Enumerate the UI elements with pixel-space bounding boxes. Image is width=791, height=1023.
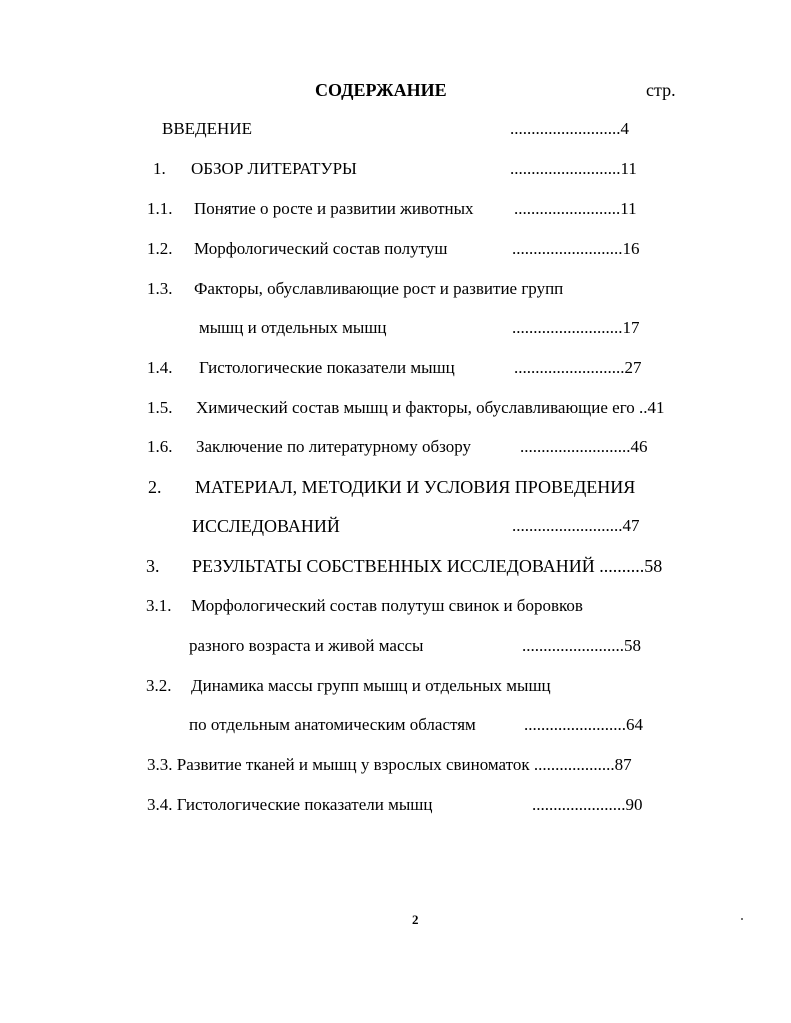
toc-number: 1.4.: [147, 358, 173, 377]
scan-speck: [741, 918, 743, 920]
toc-leader-introduction: ..........................4: [510, 119, 629, 138]
toc-number: 1.1.: [147, 199, 173, 218]
toc-number: 3.2.: [146, 676, 172, 695]
toc-leader: ..........................11: [510, 159, 637, 178]
toc-title-methods: МАТЕРИАЛ, МЕТОДИКИ И УСЛОВИЯ ПРОВЕДЕНИЯ: [195, 477, 636, 497]
toc-leader: ..........................17: [512, 318, 640, 337]
toc-number: 1.: [153, 159, 166, 178]
page-number: 2: [412, 912, 419, 927]
toc-title: Морфологический состав полутуш: [194, 239, 448, 258]
toc-title-continuation: ИССЛЕДОВАНИЙ: [192, 516, 340, 536]
toc-title-literature-review: ОБЗОР ЛИТЕРАТУРЫ: [191, 159, 357, 178]
toc-title-continuation: разного возраста и живой массы: [189, 636, 424, 655]
toc-leader: ........................58: [522, 636, 641, 655]
toc-title: Морфологический состав полутуш свинок и боровков: [191, 596, 583, 615]
toc-leader: ..........................16: [512, 239, 640, 258]
page-column-label: стр.: [646, 80, 676, 100]
toc-leader: ..........................46: [520, 437, 648, 456]
toc-leader: ........................64: [524, 715, 643, 734]
toc-number: 1.5.: [147, 398, 173, 417]
toc-title: Динамика массы групп мышц и отдельных мышц: [191, 676, 551, 695]
toc-leader: .........................11: [514, 199, 637, 218]
toc-title-results: РЕЗУЛЬТАТЫ СОБСТВЕННЫХ ИССЛЕДОВАНИЙ ..........58: [192, 556, 663, 576]
toc-title-introduction: ВВЕДЕНИЕ: [162, 119, 252, 138]
toc-title: Факторы, обуславливающие рост и развитие групп: [194, 279, 564, 298]
toc-number: 3.: [146, 556, 160, 576]
toc-title-continuation: мышц и отдельных мышц: [199, 318, 387, 337]
toc-title: 3.4. Гистологические показатели мышц: [147, 795, 433, 814]
toc-leader: ..........................47: [512, 516, 640, 535]
toc-leader: ......................90: [532, 795, 643, 814]
page-title: СОДЕРЖАНИЕ: [315, 80, 447, 100]
toc-leader: ..........................27: [514, 358, 642, 377]
toc-number: 1.3.: [147, 279, 173, 298]
toc-title: Понятие о росте и развитии животных: [194, 199, 474, 218]
toc-title: Заключение по литературному обзору: [196, 437, 471, 456]
toc-title: Гистологические показатели мышц: [199, 358, 455, 377]
toc-number: 3.1.: [146, 596, 172, 615]
toc-number: 1.2.: [147, 239, 173, 258]
toc-number: 2.: [148, 477, 162, 497]
toc-number: 1.6.: [147, 437, 173, 456]
toc-title: Химический состав мышц и факторы, обуславливающие его ..41: [196, 398, 665, 417]
toc-title-continuation: по отдельным анатомическим областям: [189, 715, 476, 734]
toc-title: 3.3. Развитие тканей и мышц у взрослых свиноматок ...................87: [147, 755, 632, 774]
